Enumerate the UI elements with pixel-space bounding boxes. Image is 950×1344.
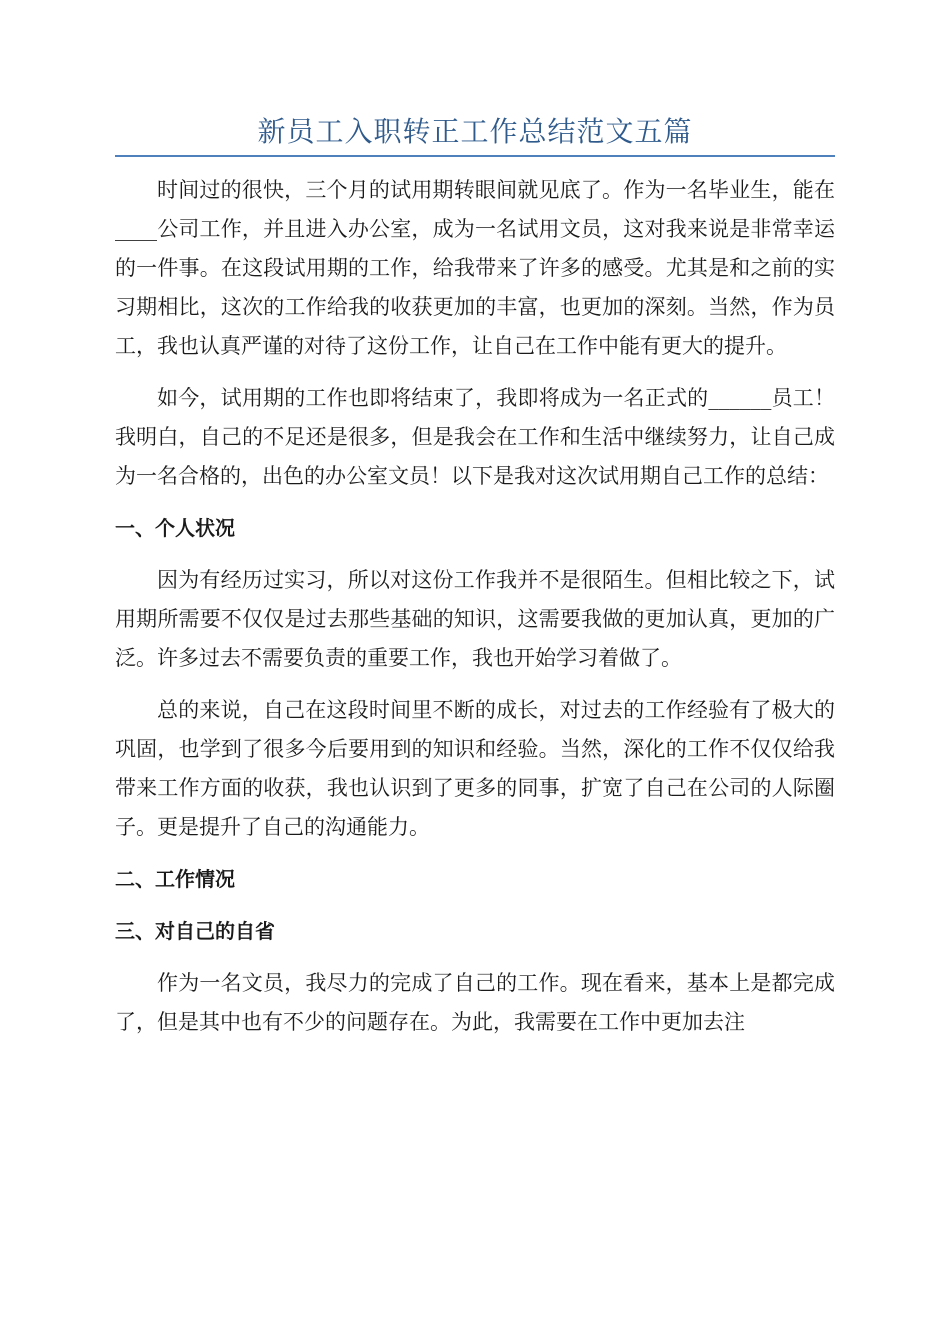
section-heading-reflection: 三、对自己的自省 [115,919,275,943]
paragraph-personal-2: 总的来说，自己在这段时间里不断的成长，对过去的工作经验有了极大的巩固，也学到了很多今后要用到的知识和经验。当然，深化的工作不仅仅给我带来工作方面的收获，我也认识到了更多的同事，扩宽了自己在公司的人际圈子。更是提升了自己的沟通能力。 [115,698,835,839]
paragraph-reflection: 作为一名文员，我尽力的完成了自己的工作。现在看来，基本上是都完成了，但是其中也有不少的问题存在。为此，我需要在工作中更加去注 [115,971,835,1034]
paragraph-transition: 如今，试用期的工作也即将结束了，我即将成为一名正式的______员工！我明白，自己的不足还是很多，但是我会在工作和生活中继续努力，让自己成为一名合格的，出色的办公室文员！以下是我对这次试用期自己工作的总结： [115,386,835,488]
title-underline [115,155,835,157]
paragraph-intro: 时间过的很快，三个月的试用期转眼间就见底了。作为一名毕业生，能在____公司工作，并且进入办公室，成为一名试用文员，这对我来说是非常幸运的一件事。在这段试用期的工作，给我带来了许多的感受。尤其是和之前的实习期相比，这次的工作给我的收获更加的丰富，也更加的深刻。当然，作为员工，我也认真严谨的对待了这份工作，让自己在工作中能有更大的提升。 [115,178,835,358]
document-title: 新员工入职转正工作总结范文五篇 [257,115,693,148]
section-heading-work: 二、工作情况 [115,867,235,891]
document-body [115,171,835,1042]
paragraph-personal-1: 因为有经历过实习，所以对这份工作我并不是很陌生。但相比较之下，试用期所需要不仅仅是过去那些基础的知识，这需要我做的更加认真，更加的广泛。许多过去不需要负责的重要工作，我也开始学习着做了。 [115,568,835,670]
section-heading-personal: 一、个人状况 [115,516,235,540]
